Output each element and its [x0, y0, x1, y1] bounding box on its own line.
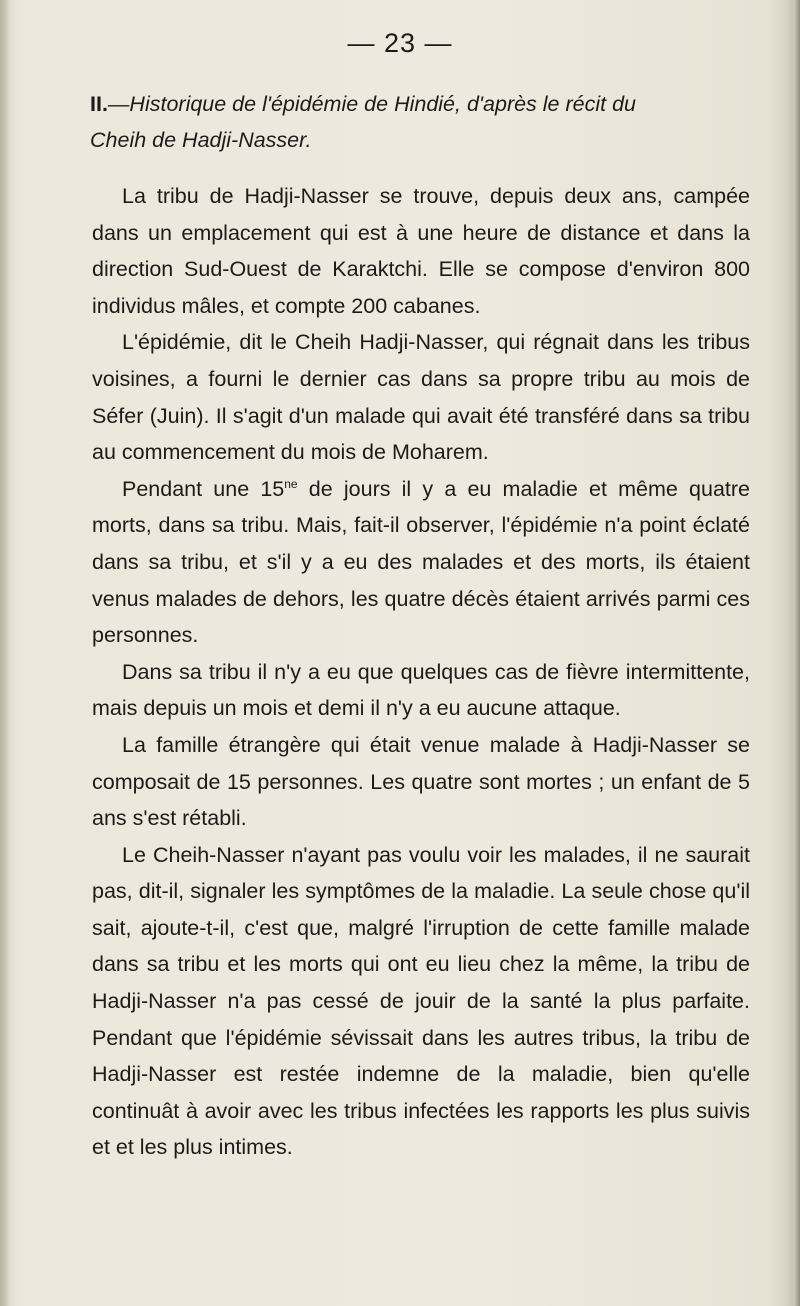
section-numeral: II. — [90, 92, 108, 116]
paragraph-4: Dans sa tribu il n'y a eu que quelques cas de fièvre intermittente, mais depuis un mois et demi il n'y a eu aucune attaque. — [92, 659, 750, 721]
page-number: — 23 — — [347, 28, 453, 58]
section-heading — [90, 86, 750, 158]
paragraph-6: Le Cheih-Nasser n'ayant pas voulu voir les malades, il ne saurait pas, dit-il, signaler les symptômes de la maladie. La seule chose qu'il sait, ajoute-t-il, c'est que, malgré l'irruption de cette famille malade dans sa tribu et les morts qui ont eu lieu chez la même, la tribu de Hadji-Nasser n'a pas cessé de jouir de la santé la plus parfaite. Pendant que l'épidémie sévissait dans les autres tribus, la tribu de Hadji-Nasser est restée indemne de la maladie, bien qu'elle continuât à avoir avec les tribus infectées les rapports les plus suivis et et les plus intimes. — [92, 842, 750, 1160]
paragraph-1: La tribu de Hadji-Nasser se trouve, depuis deux ans, campée dans un emplacement qui est à une heure de distance et dans la direction Sud-Ouest de Karaktchi. Elle se compose d'environ 800 individus mâles, et compte 200 cabanes. — [92, 184, 750, 318]
paragraph-3 — [92, 471, 750, 654]
page-edge-shadow — [786, 0, 800, 1306]
body-text — [92, 178, 750, 1166]
section-title-line1: Historique de l'épidémie de Hindié, d'après le récit du — [129, 92, 636, 116]
paragraph-3-start: Pendant une 15 — [122, 476, 285, 501]
paragraph-5: La famille étrangère qui était venue malade à Hadji-Nasser se composait de 15 personnes. Les quatre sont mortes ; un enfant de 5 ans s'est rétabli. — [92, 732, 750, 831]
ordinal-superscript: ne — [284, 476, 298, 491]
section-title-line2: Cheih de Hadji-Nasser. — [90, 128, 312, 152]
paragraph-2: L'épidémie, dit le Cheih Hadji-Nasser, qui régnait dans les tribus voisines, a fourni le dernier cas dans sa propre tribu au mois de Séfer (Juin). Il s'agit d'un malade qui avait été transféré dans sa tribu au commencement du mois de Moharem. — [92, 330, 750, 465]
paragraph-3-rest: de jours il y a eu maladie et même quatre morts, dans sa tribu. Mais, fait-il observer, l'épidémie n'a point éclaté dans sa tribu, et s'il y a eu des malades et des morts, ils étaient venus malades de dehors, les quatre décès étaient arrivés parmi ces personnes. — [92, 476, 750, 648]
section-dash: — — [107, 92, 130, 116]
page-gutter-shadow — [0, 0, 10, 1306]
